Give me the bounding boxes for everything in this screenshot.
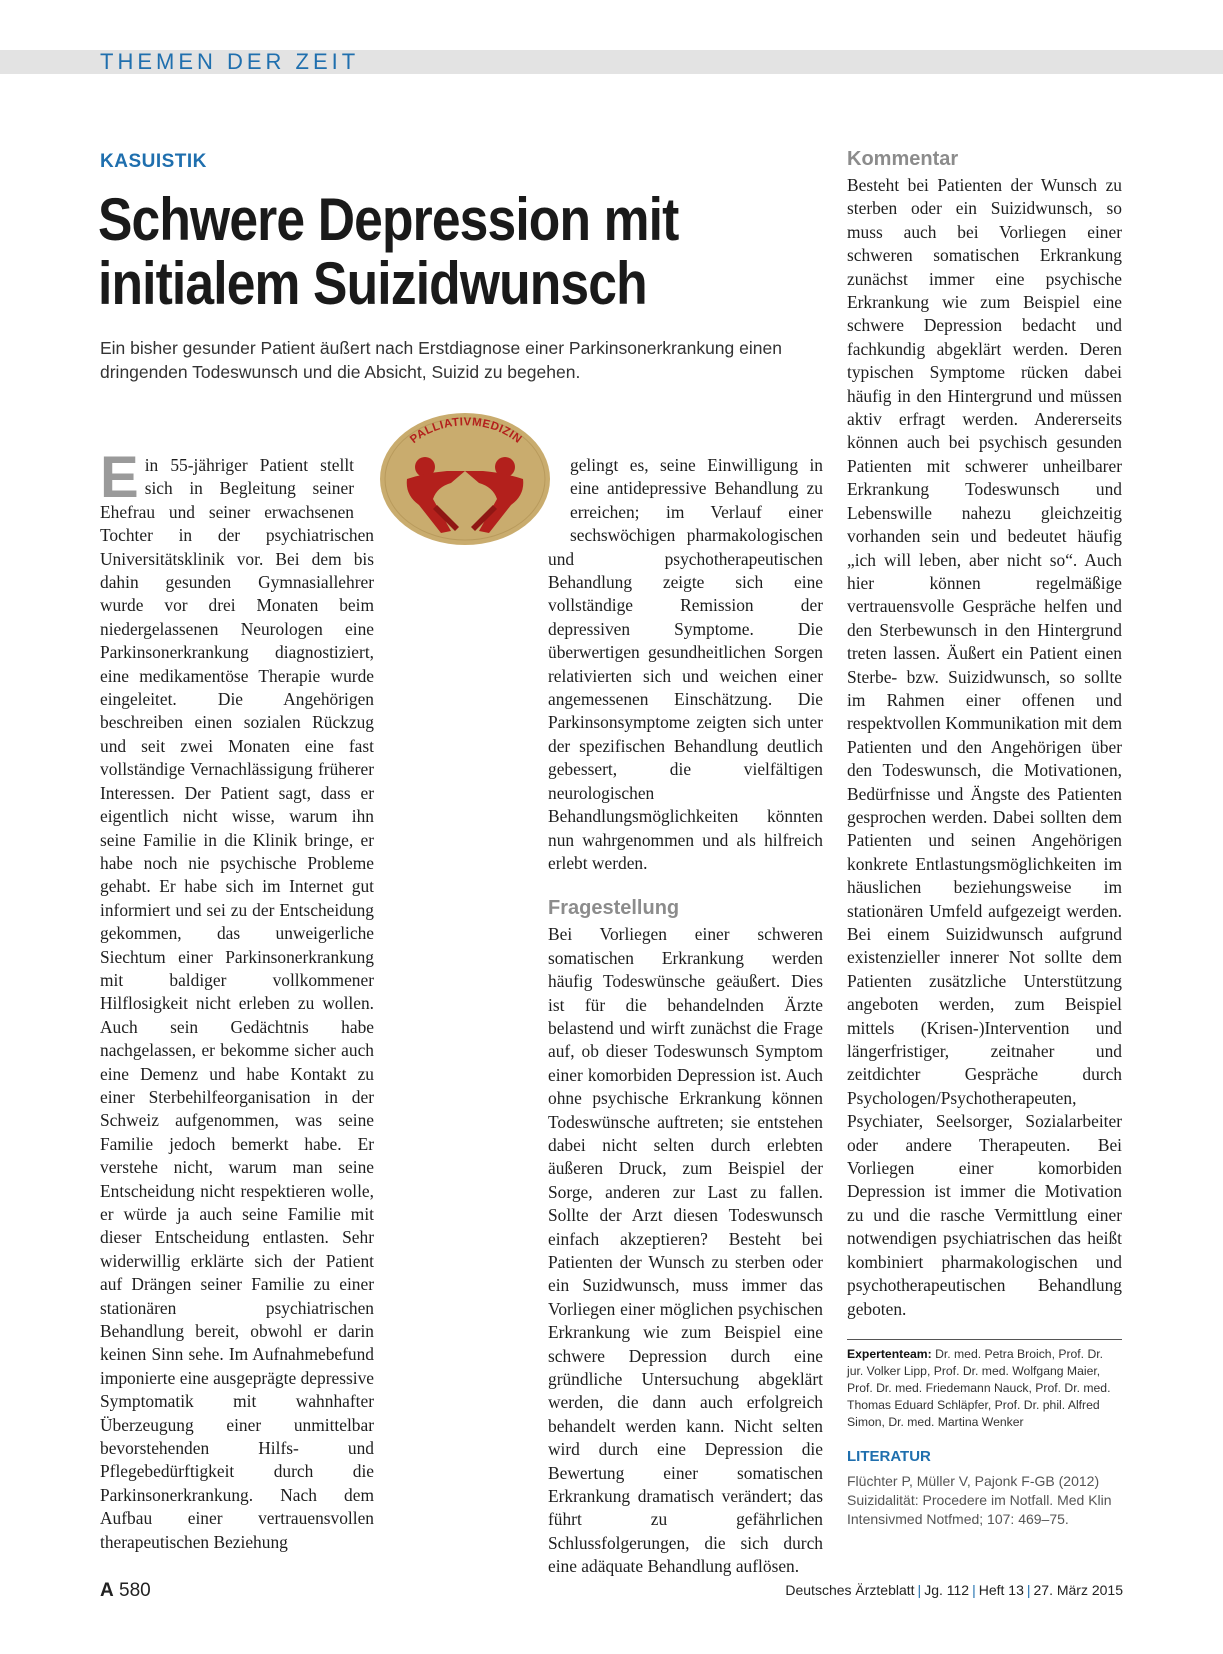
drop-cap: E (100, 445, 139, 510)
section-header: THEMEN DER ZEIT (100, 49, 360, 74)
body-paragraph: in 55-jähriger Patient stellt sich in Begleitung seiner Ehefrau und seiner erwachsenen Tochter in der psychiatrischen Universitätsklinik vor. Bei dem bis dahin gesunden Gymnasiallehrer wurde vor drei Monaten beim niedergelassenen Neurologen eine Parkinsonerkrankung diagnostiziert, eine medikamentöse Therapie wurde eingeleitet. Die Angehörigen beschreiben einen sozialen Rückzug und seit zwei Monaten eine fast vollständige Vernachlässigung früherer Interessen. Der Patient sagt, dass er eigentlich nicht wisse, warum ihn seine Familie in die Klinik bringe, er habe noch nie psychische Probleme gehabt. Er habe sich im Internet gut informiert und sei zu der Entscheidung gekommen, das unweigerliche Siechtum einer Parkinsonerkrankung mit baldiger vollkommener Hilflosigkeit nicht erleben zu wollen. Auch sein Gedächtnis habe nachgelassen, er bekomme sicher auch eine Demenz und habe Kontakt zu einer Sterbehilfeorganisation in der Schweiz aufgenommen, was seine Familie jedoch bemerkt habe. Er verstehe nicht, warum man seine Entscheidung nicht respektieren wolle, er würde ja auch seine Familie mit dieser Entscheidung entlasten. Sehr widerwillig erklärte sich der Patient auf Drängen seiner Familie zu einer stationären psychiatrischen Behandlung bereit, obwohl er darin keinen Sinn sehe. Im Aufnahmebefund imponierte eine ausgeprägte depressive Symptomatik mit wahnhafter Überzeugung einer unmittelbar bevorstehenden Hilfs- und Pflegebedürftigkeit durch die Parkinsonerkrankung. Nach dem Aufbau einer vertrauensvollen therapeutischen Beziehung (100, 455, 374, 1552)
logo-background (380, 413, 550, 545)
article-lead: Ein bisher gesunder Patient äußert nach Erstdiagnose einer Parkinsonerkrankung einen dringenden Todeswunsch und die Absicht, Suizid zu begehen. (100, 338, 782, 382)
logo-text: PALLIATIVMEDIZIN (408, 416, 524, 446)
expert-team-names: Dr. med. Petra Broich, Prof. Dr. jur. Volker Lipp, Prof. Dr. med. Wolfgang Maier, Prof. Dr. med. Friedemann Nauck, Prof. Dr. med. Thomas Eduard Schläpfer, Prof. Dr. phil. Alfred Simon, Dr. med. Martina Wenker (847, 1346, 1111, 1429)
article-body-column-1 (100, 445, 374, 1554)
sidebar-column (847, 146, 1122, 1529)
divider (847, 1339, 1122, 1340)
fragestellung-text: Bei Vorliegen einer schweren somatischen Erkrankung werden häufig Todeswünsche geäußert. Dies ist für die behandelnden Ärzte belastend und wirft zunächst die Frage auf, ob dieser Todeswunsch Symptom einer komorbiden Depression ist. Auch ohne psychische Erkrankung können Todeswünsche auftreten; sie entstehen dabei nicht selten durch erlebten äußeren Druck, zum Beispiel der Sorge, anderen zur Last zu fallen. Sollte der Arzt diesen Todeswunsch einfach akzeptieren? Besteht bei Patienten der Wunsch zu sterben oder ein Suzidwunsch, muss immer das Vorliegen einer möglichen psychischen Erkrankung wie zum Beispiel eine schwere Depression durch eine gründliche Untersuchung abgeklärt werden, die dann auch erfolgreich behandelt werden kann. Nicht selten wird durch eine Depression die Bewertung einer somatischen Erkrankung dramatisch verändert; das führt zu gefährlichen Schlussfolgerungen, die sich durch eine adäquate Behandlung auflösen. (548, 924, 823, 1577)
expert-team (847, 1346, 1122, 1431)
heading-kommentar: Kommentar (847, 148, 959, 170)
literature-heading: LITERATUR (847, 1447, 931, 1465)
article-body-column-2 (548, 454, 823, 1579)
journal-name: Deutsches Ärzteblatt (785, 1582, 915, 1598)
journal-issue: Heft 13 (978, 1582, 1024, 1598)
journal-citation: Deutsches Ärzteblatt | Jg. 112 | Heft 13 | 27. März 2015 (785, 1582, 1123, 1598)
article-kicker: KASUISTIK (100, 151, 207, 172)
journal-date: 27. März 2015 (1033, 1582, 1123, 1598)
article-title: Schwere Depression mit initialem Suizidwunsch (98, 186, 679, 317)
palliativmedizin-logo (377, 409, 553, 549)
literature-reference: Flüchter P, Müller V, Pajonk F-GB (2012) Suizidalität: Procedere im Notfall. Med Klin Intensivmed Notfmed; 107: 469–75. (847, 1473, 1112, 1528)
page-prefix: A (100, 1580, 114, 1601)
kommentar-text: Besteht bei Patienten der Wunsch zu sterben oder ein Suizidwunsch, so muss auch bei Vorliegen einer schweren somatischen Erkrankung zunächst immer eine psychische Erkrankung wie zum Beispiel eine schwere Depression bedacht und fachkundig abgeklärt werden. Deren typischen Symptome rücken dabei häufig in den Hintergrund und müssen aktiv erfragt werden. Andererseits können auch bei psychisch gesunden Patienten mit schwerer unheilbarer Erkrankung Todeswunsch und Lebenswille nahezu gleichzeitig vorhanden sein und bedeutet häufig „ich will leben, aber nicht so“. Auch hier können regelmäßige vertrauensvolle Gespräche helfen und den Sterbewunsch in den Hintergrund treten lassen. Äußert ein Patient einen Sterbe- bzw. Suizidwunsch, so sollte im Rahmen einer offenen und respektvollen Kommunikation mit dem Patienten und den Angehörigen über den Todeswunsch, die Motivationen, Bedürfnisse und Ängste des Patienten gesprochen werden. Dabei sollten dem Patienten und seinen Angehörigen konkrete Entlastungsmöglichkeiten im häuslichen beziehungsweise im stationären Umfeld aufgezeigt werden. Bei einem Suizidwunsch aufgrund existenzieller innerer Not sollte dem Patienten zusätzliche Unterstützung angeboten werden, zum Beispiel mittels (Krisen-)Intervention und längerfristiger, zeitnaher und zeitdichter Gespräche durch Psychologen/Psychotherapeuten, Psychiater, Seelsorger, Sozialarbeiter oder andere Therapeuten. Bei Vorliegen einer komorbiden Depression ist immer die Motivation zu und die rasche Vermittlung einer notwendigen psychiatrischen das heißt kombiniert pharmakologischen und psychotherapeutischen Behandlung geboten. (847, 175, 1122, 1319)
page-number-value: 580 (119, 1580, 151, 1601)
body-paragraph-continued: gelingt es, seine Einwilligung in eine antidepressive Behandlung zu erreichen; im Verlauf einer sechswöchigen pharmakologischen und psychotherapeutischen Behandlung zeigte sich eine vollständige Remission der depressiven Symptome. Die überwertigen gesundheitlichen Sorgen relativierten sich und weichen einer angemessenen Einschätzung. Die Parkinsonsymptome zeigten sich unter der spezifischen Behandlung deutlich gebessert, die vielfältigen neurologischen Behandlungsmöglichkeiten könnten nun wahrgenommen und als hilfreich erlebt werden. (548, 455, 823, 873)
expert-team-label: Expertenteam: (847, 1346, 932, 1361)
journal-volume: Jg. 112 (924, 1582, 970, 1598)
page-number (100, 1580, 151, 1602)
heading-fragestellung: Fragestellung (548, 897, 680, 920)
